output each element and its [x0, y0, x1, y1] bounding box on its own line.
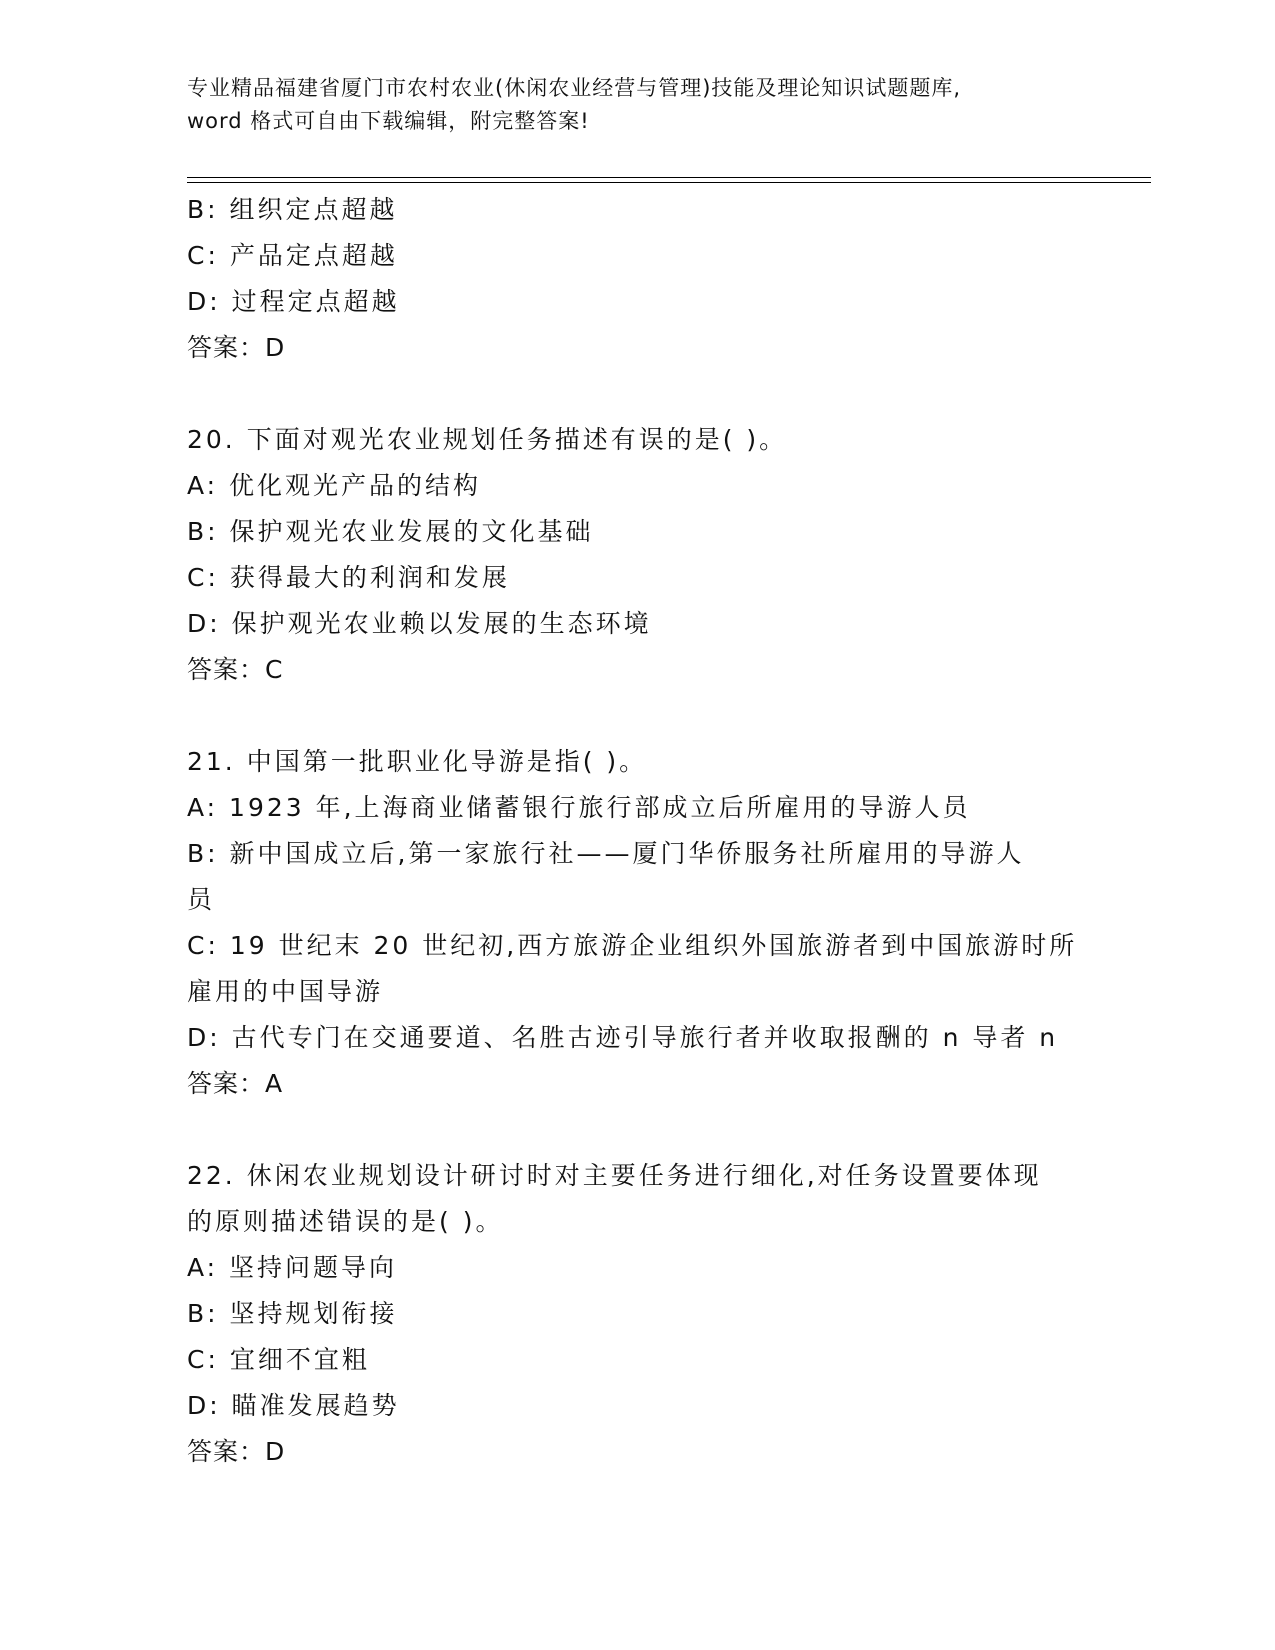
option-b: B: 保护观光农业发展的文化基础 — [187, 517, 594, 546]
option-a: A: 1923 年,上海商业储蓄银行旅行部成立后所雇用的导游人员 — [187, 793, 971, 822]
answer-line: 答案：C — [187, 655, 284, 684]
question-stem: 21. 中国第一批职业化导游是指( )。 — [187, 747, 648, 776]
question-22 — [187, 1153, 1087, 1475]
option-d: D: 瞄准发展趋势 — [187, 1391, 400, 1420]
spacer — [187, 693, 1087, 739]
answer-line: 答案：A — [187, 1069, 284, 1098]
option-d: D: 古代专门在交通要道、名胜古迹引导旅行者并收取报酬的 n 导者 n — [187, 1023, 1059, 1052]
answer-line: 答案：D — [187, 333, 286, 362]
option-b-line-1: B: 新中国成立后,第一家旅行社——厦门华侨服务社所雇用的导游人 — [187, 839, 1025, 868]
option-d: D: 过程定点超越 — [187, 287, 400, 316]
option-a: A: 优化观光产品的结构 — [187, 471, 482, 500]
header-title-line-1: 专业精品福建省厦门市农村农业(休闲农业经营与管理)技能及理论知识试题题库, — [187, 76, 962, 100]
question-stem: 20. 下面对观光农业规划任务描述有误的是( )。 — [187, 425, 788, 454]
option-c: C: 产品定点超越 — [187, 241, 398, 270]
spacer — [187, 371, 1087, 417]
document-header — [187, 72, 1087, 138]
header-title-line-2: word 格式可自由下载编辑，附完整答案! — [187, 109, 590, 133]
question-21 — [187, 739, 1087, 1107]
question-list — [187, 187, 1087, 1475]
spacer — [187, 1107, 1087, 1153]
question-20 — [187, 417, 1087, 693]
option-c-line-2: 雇用的中国导游 — [187, 977, 384, 1006]
option-b: B: 坚持规划衔接 — [187, 1299, 398, 1328]
option-b: B: 组织定点超越 — [187, 195, 398, 224]
question-stem-line-2: 的原则描述错误的是( )。 — [187, 1207, 504, 1236]
header-divider-top — [187, 177, 1151, 178]
option-c: C: 宜细不宜粗 — [187, 1345, 370, 1374]
answer-line: 答案：D — [187, 1437, 286, 1466]
option-c-line-1: C: 19 世纪末 20 世纪初,西方旅游企业组织外国旅游者到中国旅游时所 — [187, 931, 1078, 960]
question-stem-line-1: 22. 休闲农业规划设计研讨时对主要任务进行细化,对任务设置要体现 — [187, 1161, 1042, 1190]
option-c: C: 获得最大的利润和发展 — [187, 563, 510, 592]
header-divider-bottom — [187, 182, 1151, 183]
question-19-tail — [187, 187, 1087, 371]
option-b-line-2: 员 — [187, 885, 216, 914]
option-a: A: 坚持问题导向 — [187, 1253, 398, 1282]
option-d: D: 保护观光农业赖以发展的生态环境 — [187, 609, 652, 638]
